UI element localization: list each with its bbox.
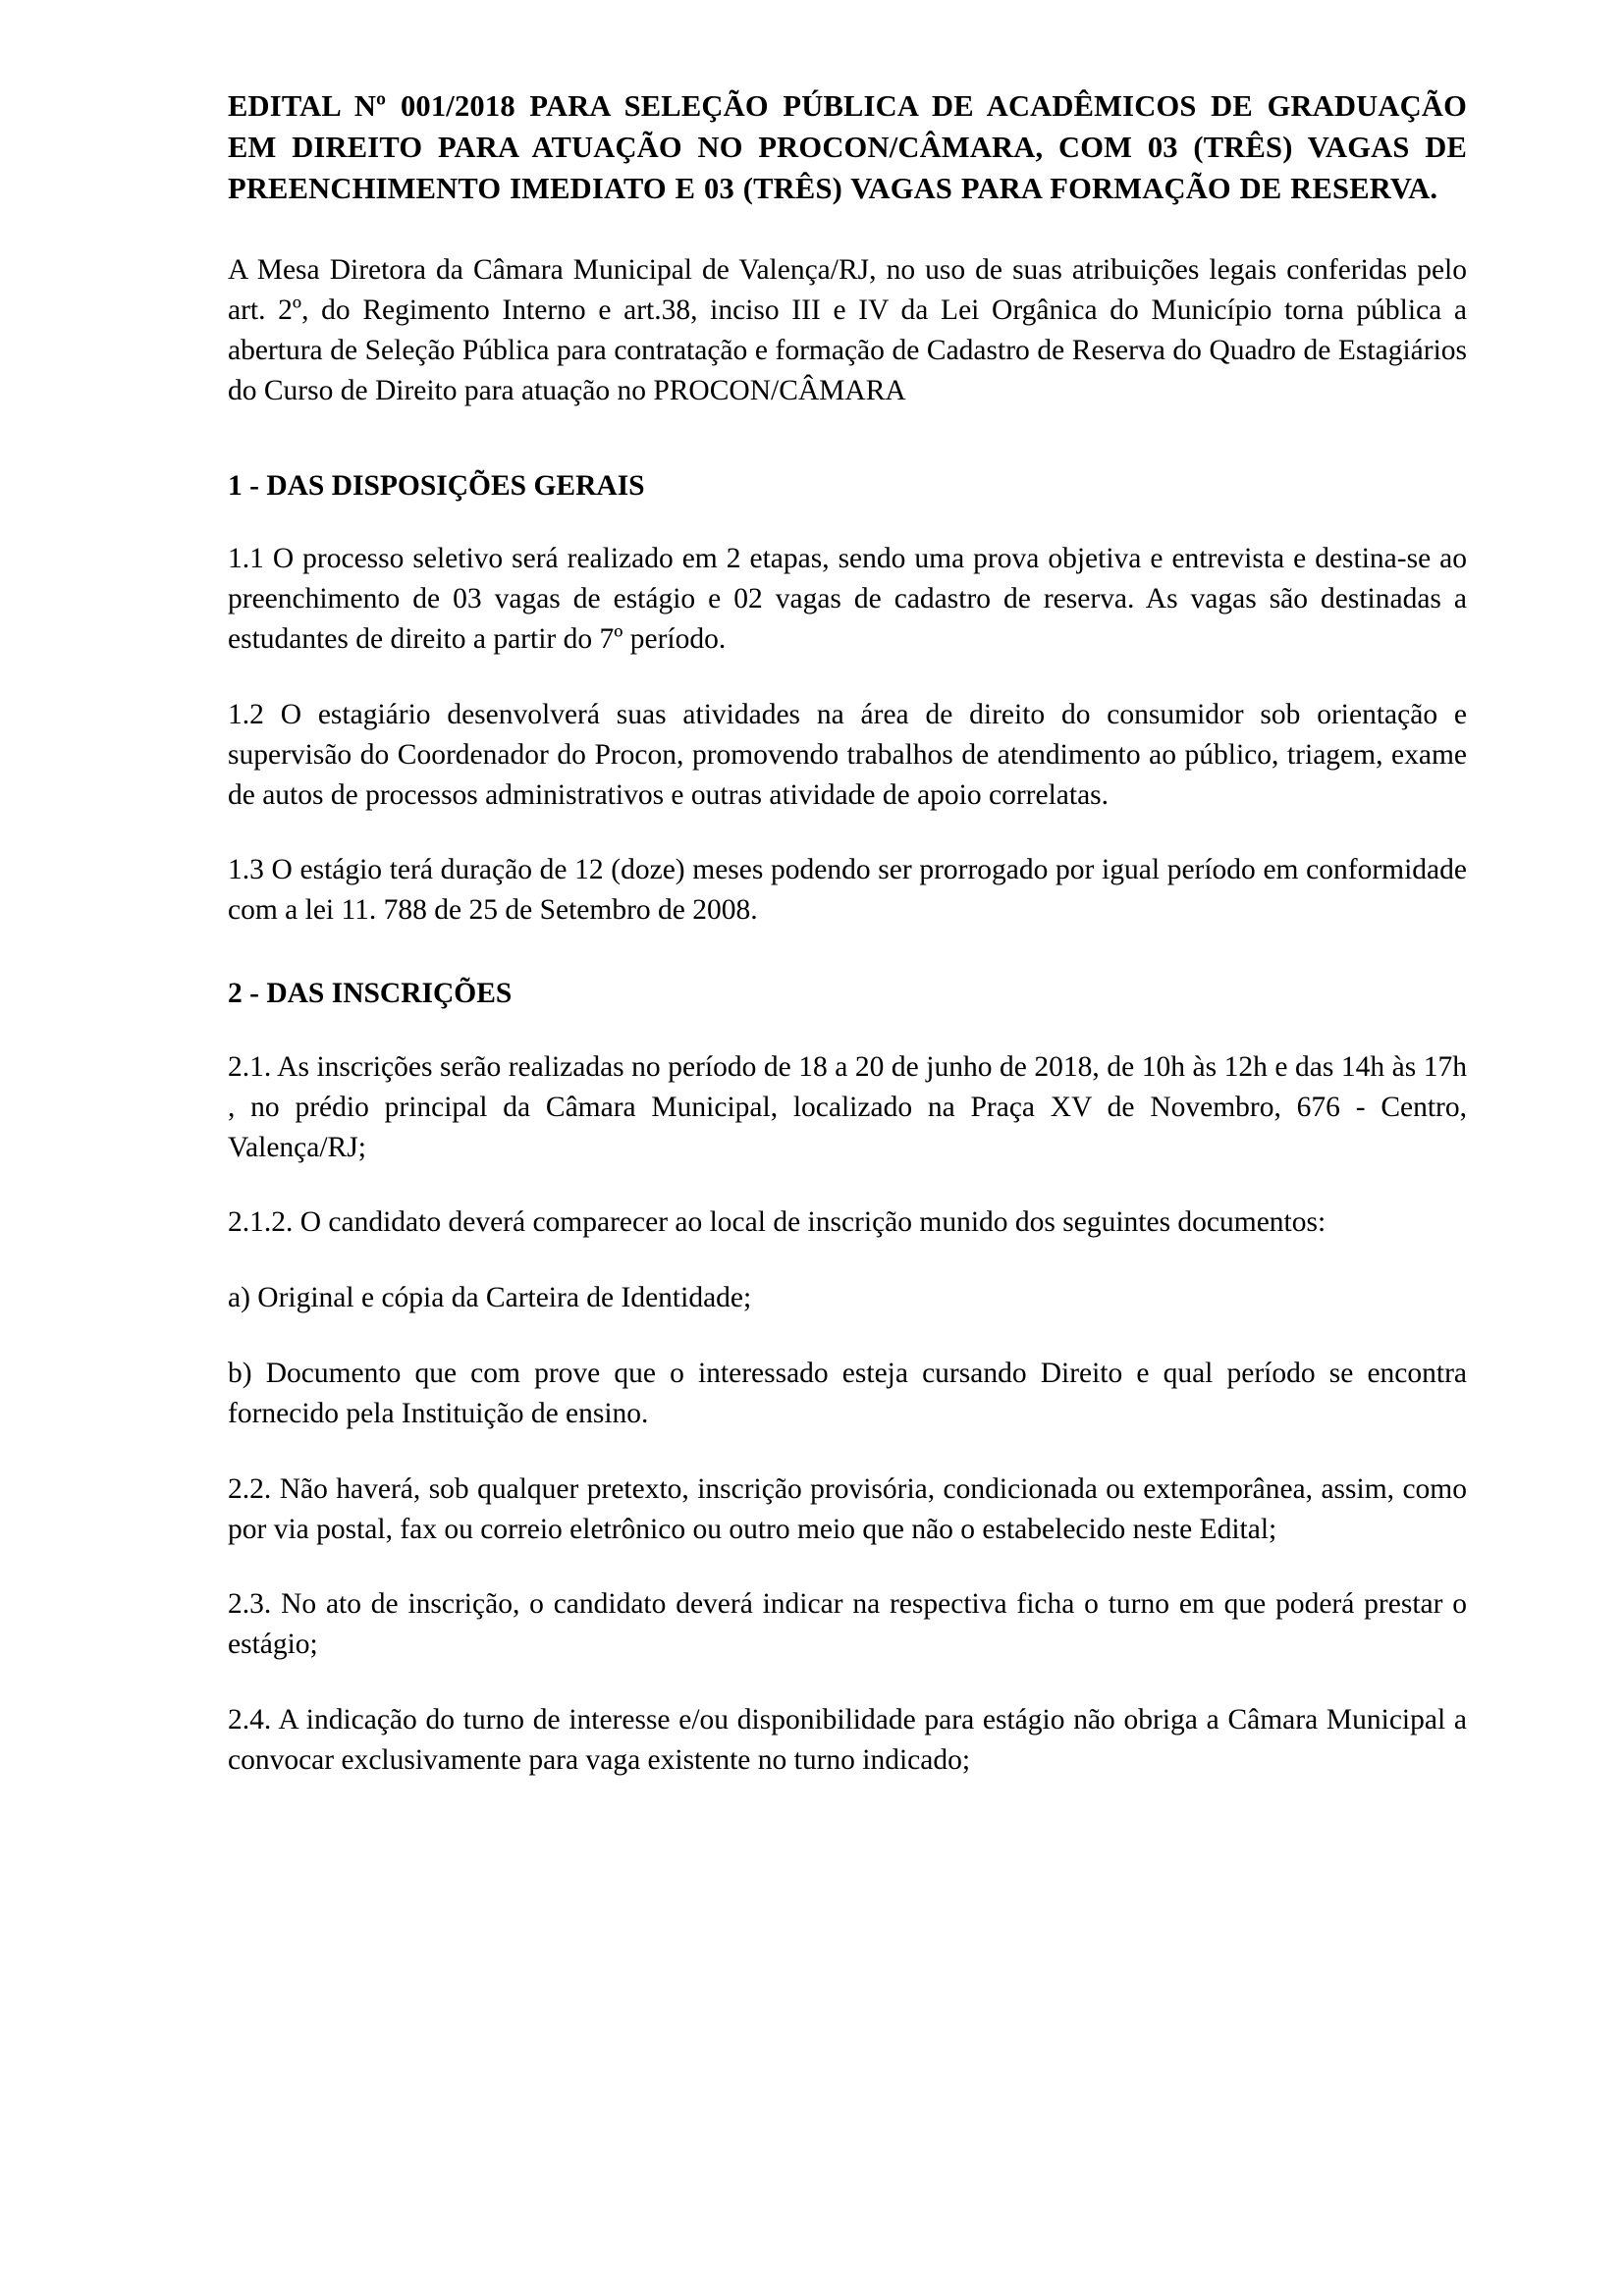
paragraph-1-2: 1.2 O estagiário desenvolverá suas atividades na área de direito do consumidor sob orientação e supervisão do Coordenador do Procon, promovendo trabalhos de atendimento ao público, triagem, exame de autos de processos administrativos e outras atividade de apoio correlatas. (228, 698, 1467, 811)
preamble-paragraph: A Mesa Diretora da Câmara Municipal de Valença/RJ, no uso de suas atribuições legais conferidas pelo art. 2º, do Regimento Interno e art.38, inciso III e IV da Lei Orgânica do Município torna pública a abertura de Seleção Pública para contratação e formação de Cadastro de Reserva do Quadro de Estagiários do Curso de Direito para atuação no PROCON/CÂMARA (228, 254, 1467, 406)
paragraph-item-a: a) Original e cópia da Carteira de Identidade; (228, 1282, 752, 1314)
paragraph-2-1: 2.1. As inscrições serão realizadas no período de 18 a 20 de junho de 2018, de 10h às 12h e das 14h às 17h , no prédio principal da Câmara Municipal, localizado na Praça XV de Novembro, 676 - Centro, Valença/RJ; (228, 1050, 1467, 1163)
paragraph-2-2: 2.2. Não haverá, sob qualquer pretexto, inscrição provisória, condicionada ou extemporânea, assim, como por via postal, fax ou correio eletrônico ou outro meio que não o estabelecido neste Edital; (228, 1472, 1467, 1545)
section-heading-disposicoes-gerais: 1 - DAS DISPOSIÇÕES GERAIS (228, 469, 645, 502)
paragraph-2-3: 2.3. No ato de inscrição, o candidato deverá indicar na respectiva ficha o turno em que poderá prestar o estágio; (228, 1588, 1467, 1661)
paragraph-item-b: b) Documento que com prove que o interessado esteja cursando Direito e qual período se encontra fornecido pela Instituição de ensino. (228, 1358, 1467, 1429)
paragraph-2-1-2: 2.1.2. O candidato deverá comparecer ao local de inscrição munido dos seguintes documentos: (228, 1206, 1326, 1239)
paragraph-1-3: 1.3 O estágio terá duração de 12 (doze) meses podendo ser prorrogado por igual período em conformidade com a lei 11. 788 de 25 de Setembro de 2008. (228, 854, 1467, 927)
paragraph-2-4: 2.4. A indicação do turno de interesse e/ou disponibilidade para estágio não obriga a Câmara Municipal a convocar exclusivamente para vaga existente no turno indicado; (228, 1704, 1467, 1776)
document-title: EDITAL Nº 001/2018 PARA SELEÇÃO PÚBLICA DE ACADÊMICOS DE GRADUAÇÃO EM DIREITO PARA ATUAÇÃO NO PROCON/CÂMARA, COM 03 (TRÊS) VAGAS DE PREENCHIMENTO IMEDIATO E 03 (TRÊS) VAGAS PARA FORMAÇÃO DE RESERVA. (228, 89, 1467, 205)
section-heading-inscricoes: 2 - DAS INSCRIÇÕES (228, 978, 513, 1010)
paragraph-1-1: 1.1 O processo seletivo será realizado em 2 etapas, sendo uma prova objetiva e entrevista e destina-se ao preenchimento de 03 vagas de estágio e 02 vagas de cadastro de reserva. As vagas são destinadas a estudantes de direito a partir do 7º período. (228, 543, 1467, 656)
